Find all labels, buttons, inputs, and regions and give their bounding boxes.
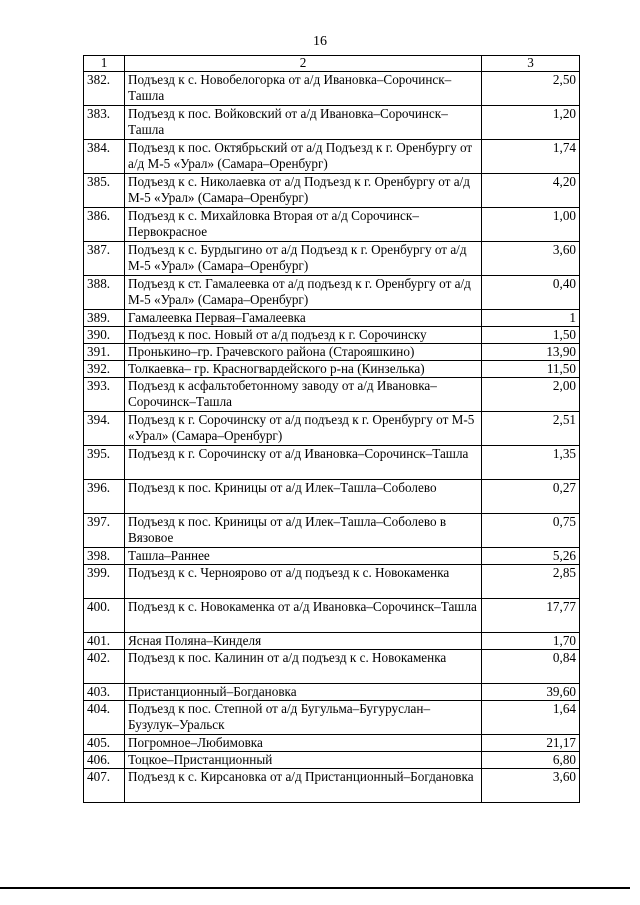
road-length: 1,00 [482, 208, 580, 242]
road-length: 0,40 [482, 276, 580, 310]
road-name: Подъезд к г. Сорочинску от а/д подъезд к г. Оренбургу от М-5 «Урал» (Самара–Оренбург) [125, 412, 482, 446]
table-row [84, 565, 580, 599]
road-name: Подъезд к пос. Новый от а/д подъезд к г. Сорочинску [125, 327, 482, 344]
footer-rule [0, 887, 630, 889]
row-number: 384. [84, 140, 125, 174]
road-length: 1,64 [482, 701, 580, 735]
road-name: Пристанционный–Богдановка [125, 684, 482, 701]
road-name: Подъезд к пос. Степной от а/д Бугульма–Бугуруслан–Бузулук–Уральск [125, 701, 482, 735]
row-number: 382. [84, 72, 125, 106]
table-row [84, 650, 580, 684]
table-body [84, 72, 580, 803]
page-number: 16 [313, 34, 327, 49]
road-length: 1,20 [482, 106, 580, 140]
road-length: 17,77 [482, 599, 580, 633]
column-header-name: 2 [125, 56, 482, 72]
row-number: 387. [84, 242, 125, 276]
row-number: 404. [84, 701, 125, 735]
road-name: Подъезд к с. Новобелогорка от а/д Ивановка–Сорочинск–Ташла [125, 72, 482, 106]
road-name: Подъезд к с. Кирсановка от а/д Пристанционный–Богдановка [125, 769, 482, 803]
table-row [84, 344, 580, 361]
roads-table [83, 55, 580, 803]
road-name: Погромное–Любимовка [125, 735, 482, 752]
table-row [84, 633, 580, 650]
road-name: Подъезд к г. Сорочинску от а/д Ивановка–Сорочинск–Ташла [125, 446, 482, 480]
table-row [84, 769, 580, 803]
road-name: Подъезд к пос. Криницы от а/д Илек–Ташла–Соболево [125, 480, 482, 514]
row-number: 385. [84, 174, 125, 208]
table-row [84, 276, 580, 310]
row-number: 393. [84, 378, 125, 412]
table-row [84, 480, 580, 514]
row-number: 406. [84, 752, 125, 769]
row-number: 400. [84, 599, 125, 633]
row-number: 399. [84, 565, 125, 599]
road-length: 0,84 [482, 650, 580, 684]
road-length: 3,60 [482, 242, 580, 276]
road-name: Гамалеевка Первая–Гамалеевка [125, 310, 482, 327]
road-name: Толкаевка– гр. Красногвардейского р-на (Кинзелька) [125, 361, 482, 378]
row-number: 403. [84, 684, 125, 701]
road-length: 13,90 [482, 344, 580, 361]
road-name: Подъезд к ст. Гамалеевка от а/д подъезд к г. Оренбургу от а/д М-5 «Урал» (Самара–Оренбург) [125, 276, 482, 310]
row-number: 401. [84, 633, 125, 650]
table-row [84, 701, 580, 735]
column-header-number: 1 [84, 56, 125, 72]
table-row [84, 684, 580, 701]
road-name: Пронькино–гр. Грачевского района (Старояшкино) [125, 344, 482, 361]
table-row [84, 327, 580, 344]
table-row [84, 752, 580, 769]
road-length: 1,50 [482, 327, 580, 344]
table-row [84, 412, 580, 446]
road-name: Подъезд к с. Черноярово от а/д подъезд к с. Новокаменка [125, 565, 482, 599]
row-number: 405. [84, 735, 125, 752]
road-length: 4,20 [482, 174, 580, 208]
table-row [84, 599, 580, 633]
row-number: 388. [84, 276, 125, 310]
row-number: 391. [84, 344, 125, 361]
row-number: 386. [84, 208, 125, 242]
road-length: 6,80 [482, 752, 580, 769]
table-row [84, 446, 580, 480]
road-name: Подъезд к пос. Криницы от а/д Илек–Ташла–Соболево в Вязовое [125, 514, 482, 548]
road-length: 21,17 [482, 735, 580, 752]
road-length: 5,26 [482, 548, 580, 565]
road-name: Тоцкое–Пристанционный [125, 752, 482, 769]
table-row [84, 72, 580, 106]
road-length: 1 [482, 310, 580, 327]
road-length: 1,74 [482, 140, 580, 174]
table-row [84, 208, 580, 242]
road-name: Подъезд к с. Николаевка от а/д Подъезд к г. Оренбургу от а/д М-5 «Урал» (Самара–Оренбург) [125, 174, 482, 208]
table-header-row [84, 56, 580, 72]
table-row [84, 378, 580, 412]
row-number: 390. [84, 327, 125, 344]
row-number: 392. [84, 361, 125, 378]
road-name: Подъезд к с. Новокаменка от а/д Ивановка–Сорочинск–Ташла [125, 599, 482, 633]
row-number: 407. [84, 769, 125, 803]
row-number: 383. [84, 106, 125, 140]
road-length: 2,50 [482, 72, 580, 106]
row-number: 402. [84, 650, 125, 684]
road-length: 0,75 [482, 514, 580, 548]
row-number: 398. [84, 548, 125, 565]
table-row [84, 242, 580, 276]
road-name: Ташла–Раннее [125, 548, 482, 565]
table-row [84, 735, 580, 752]
row-number: 389. [84, 310, 125, 327]
road-name: Подъезд к асфальтобетонному заводу от а/д Ивановка–Сорочинск–Ташла [125, 378, 482, 412]
road-length: 39,60 [482, 684, 580, 701]
road-length: 1,70 [482, 633, 580, 650]
row-number: 395. [84, 446, 125, 480]
road-length: 2,00 [482, 378, 580, 412]
road-length: 2,85 [482, 565, 580, 599]
road-name: Подъезд к с. Бурдыгино от а/д Подъезд к г. Оренбургу от а/д М-5 «Урал» (Самара–Оренбург) [125, 242, 482, 276]
table-row [84, 140, 580, 174]
road-length: 11,50 [482, 361, 580, 378]
table-row [84, 106, 580, 140]
table-row [84, 174, 580, 208]
road-length: 3,60 [482, 769, 580, 803]
table-row [84, 514, 580, 548]
table-row [84, 548, 580, 565]
road-length: 1,35 [482, 446, 580, 480]
road-name: Подъезд к пос. Октябрьский от а/д Подъезд к г. Оренбургу от а/д М-5 «Урал» (Самара–Оренбург) [125, 140, 482, 174]
road-name: Подъезд к пос. Калинин от а/д подъезд к с. Новокаменка [125, 650, 482, 684]
road-name: Ясная Поляна–Кинделя [125, 633, 482, 650]
row-number: 394. [84, 412, 125, 446]
column-header-length: 3 [482, 56, 580, 72]
row-number: 396. [84, 480, 125, 514]
table-row [84, 310, 580, 327]
road-name: Подъезд к пос. Войковский от а/д Ивановка–Сорочинск–Ташла [125, 106, 482, 140]
road-length: 2,51 [482, 412, 580, 446]
road-length: 0,27 [482, 480, 580, 514]
row-number: 397. [84, 514, 125, 548]
table-row [84, 361, 580, 378]
road-name: Подъезд к с. Михайловка Вторая от а/д Сорочинск–Первокрасное [125, 208, 482, 242]
